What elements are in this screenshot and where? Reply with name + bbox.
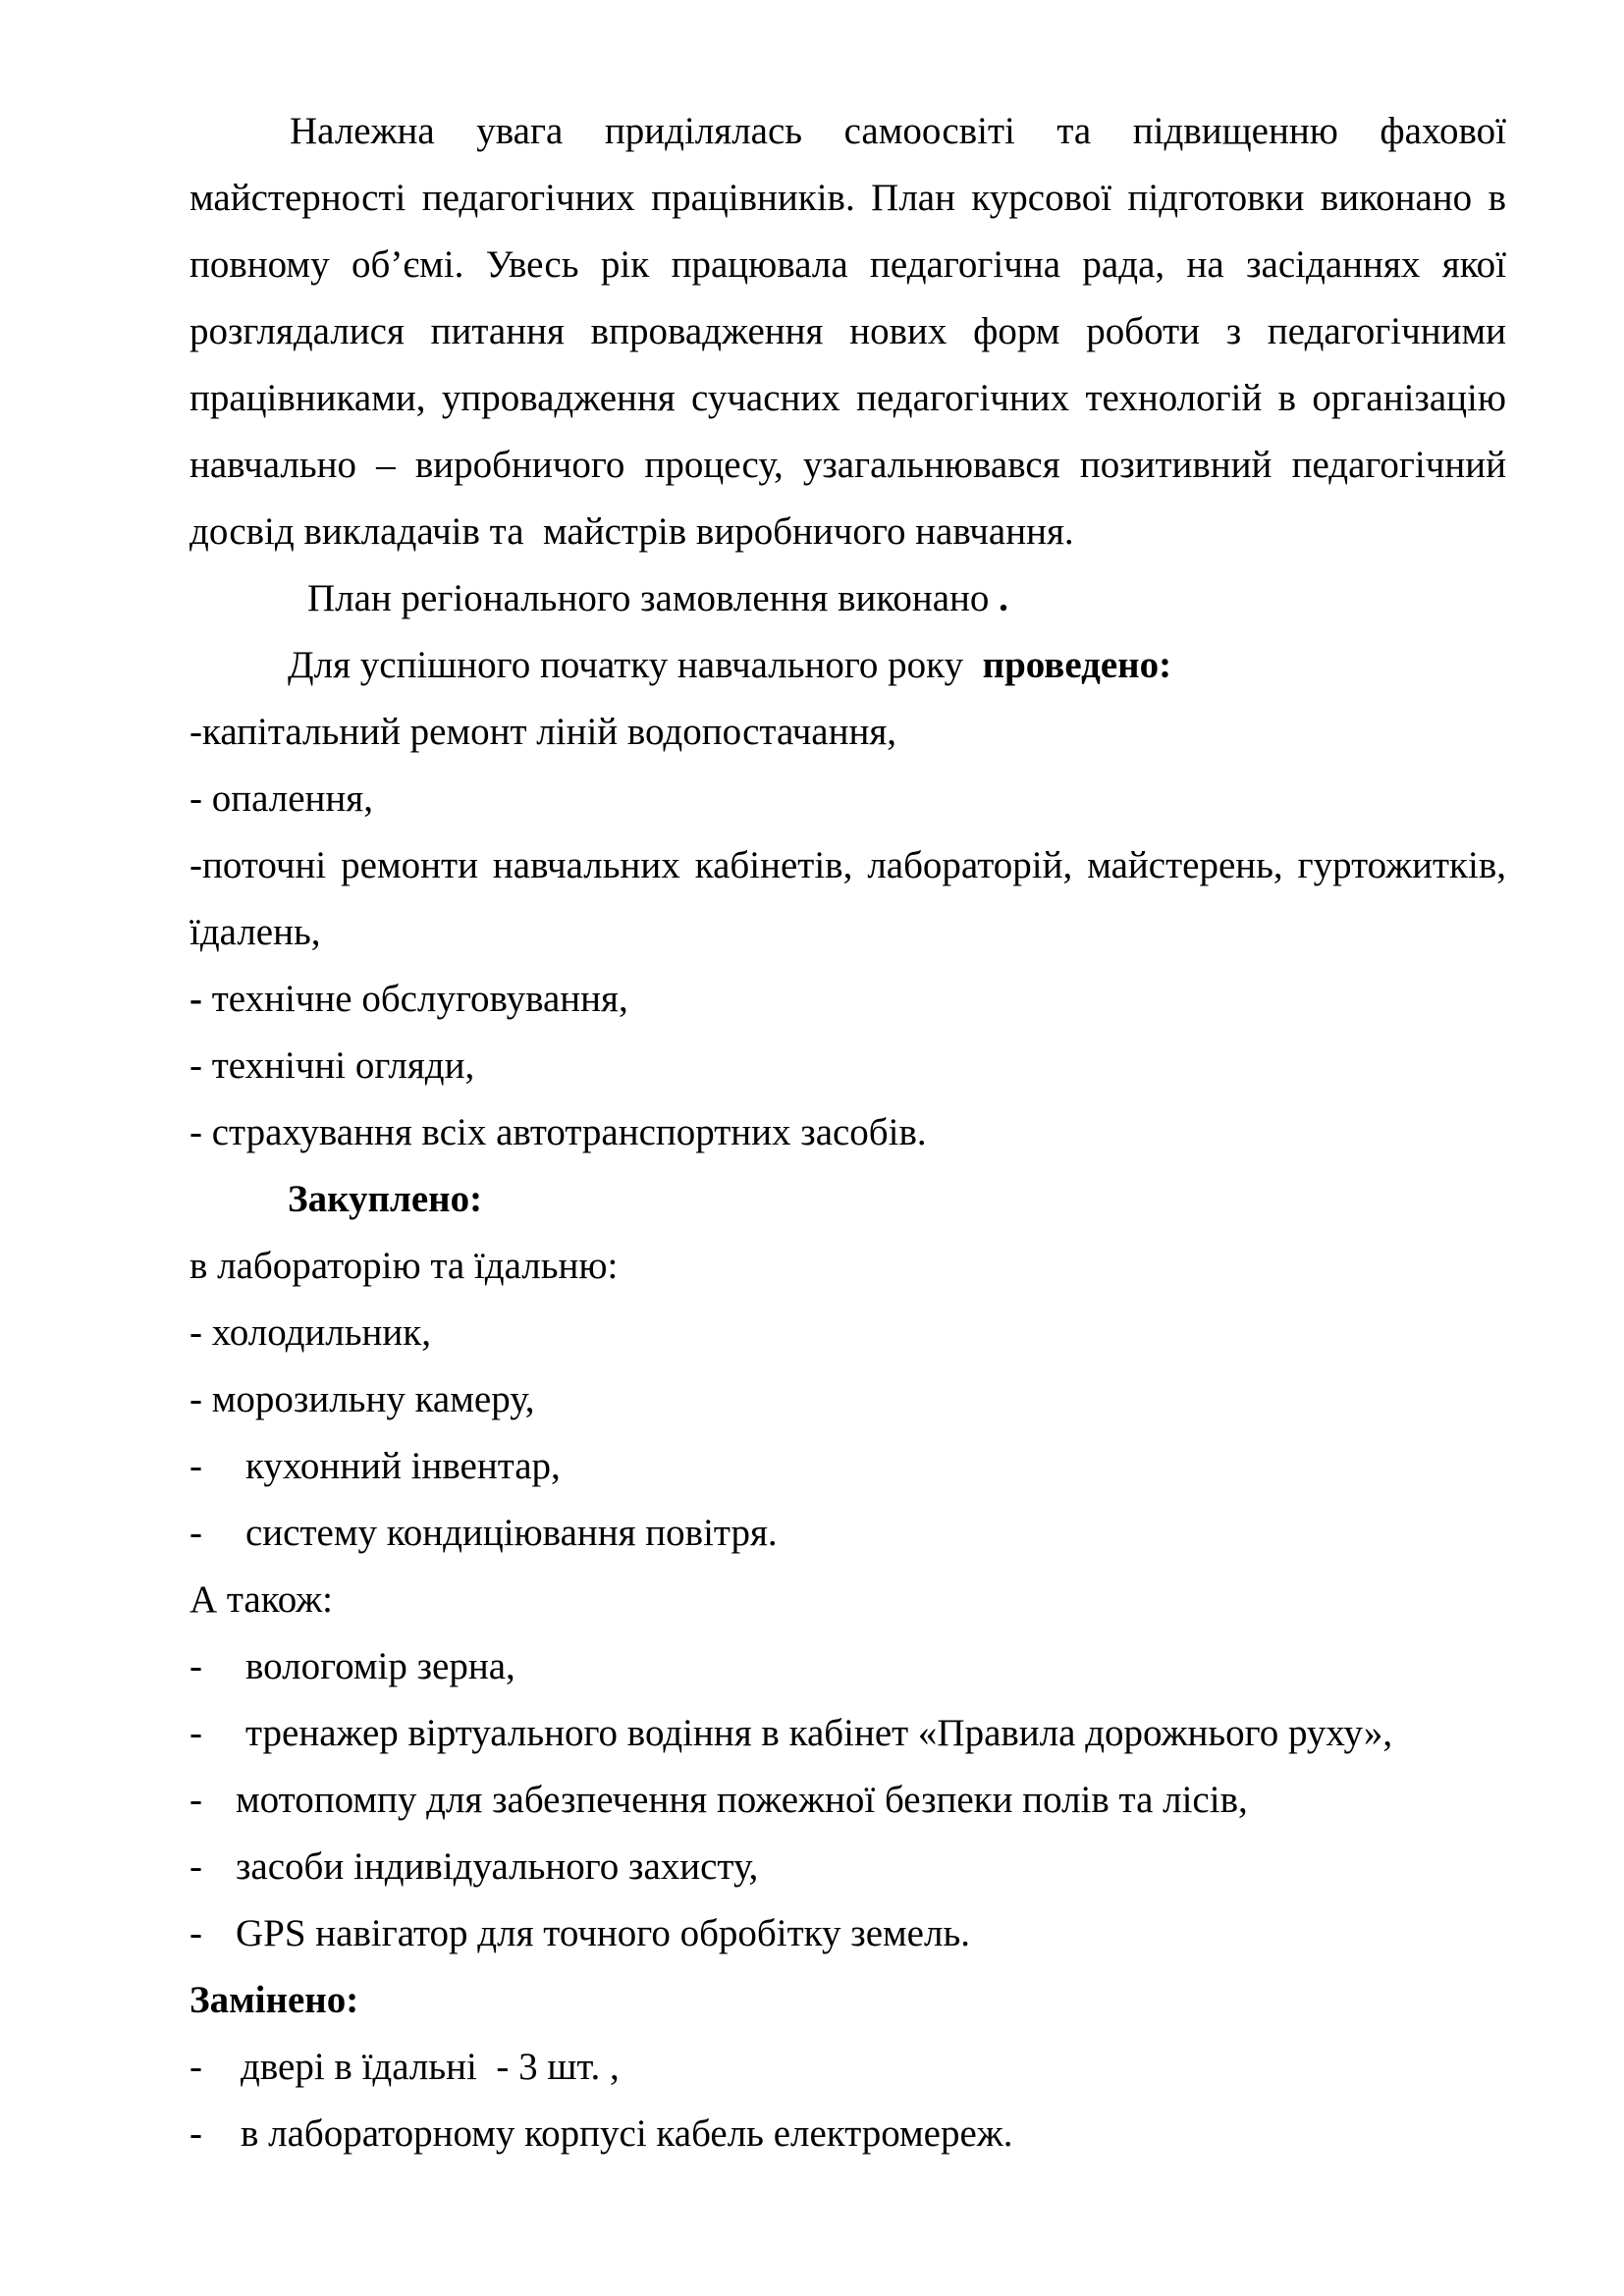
list-item-tekhnichne-obsluhovuvannia xyxy=(189,966,1506,1033)
text-run: План регіонального замовлення виконано xyxy=(307,577,1000,619)
text-run: Для успішного початку навчального року xyxy=(288,644,983,686)
list-item-systema-kondytsiiuvannia xyxy=(189,1500,1506,1567)
text-run: - морозильну камеру, xyxy=(189,1378,535,1420)
list-item-motopompa xyxy=(189,1767,1506,1834)
bold-text-run: Замінено: xyxy=(189,1979,359,2021)
para-plan-rehionalnoho xyxy=(189,565,1506,632)
dash-marker: - xyxy=(189,1512,202,1554)
bold-text-run: - xyxy=(189,978,212,1020)
bold-text-run: Закуплено: xyxy=(288,1178,483,1220)
bold-text-run: . xyxy=(999,577,1008,619)
dash-marker: - xyxy=(189,1845,202,1888)
text-run: в лабораторію та їдальню: xyxy=(189,1245,619,1287)
text-run: систему кондиціювання повітря. xyxy=(245,1512,778,1554)
text-run: кухонний інвентар, xyxy=(245,1445,561,1487)
text-run: вологомір зерна, xyxy=(245,1645,515,1687)
list-item-dveri xyxy=(189,2034,1506,2101)
text-run: мотопомпу для забезпечення пожежної безпеки полів та лісів, xyxy=(236,1779,1248,1821)
text-run: - технічні огляди, xyxy=(189,1044,475,1087)
list-item-trenazher xyxy=(189,1700,1506,1767)
heading-zakupleno xyxy=(189,1166,1506,1233)
document-body xyxy=(189,98,1516,2167)
dash-marker: - xyxy=(189,2046,202,2088)
list-item-kabel xyxy=(189,2101,1506,2167)
para-dlia-uspishnoho xyxy=(189,632,1506,699)
list-item-kukhonnyi-inventar xyxy=(189,1433,1506,1500)
list-item-opalennia xyxy=(189,766,1506,832)
list-item-morozylna-kamera xyxy=(189,1366,1506,1433)
text-run: - опалення, xyxy=(189,777,373,820)
text-run: GPS навігатор для точного обробітку земель. xyxy=(236,1912,970,1954)
dash-marker: - xyxy=(189,1712,202,1754)
text-run: технічне обслуговування, xyxy=(211,978,628,1020)
list-item-tekhnichni-ohliady xyxy=(189,1033,1506,1099)
dash-marker: - xyxy=(189,1779,202,1821)
para-v-laboratoriiu xyxy=(189,1233,1506,1300)
list-item-gps-navihator xyxy=(189,1900,1506,1967)
text-run: в лабораторному корпусі кабель електромереж. xyxy=(241,2112,1013,2155)
para-a-takozh xyxy=(189,1567,1506,1633)
text-run: -поточні ремонти навчальних кабінетів, лабораторій, майстерень, гуртожитків, їдалень, xyxy=(189,844,1516,953)
list-item-kapitalnyi-remont xyxy=(189,699,1506,766)
text-run: двері в їдальні - 3 шт. , xyxy=(241,2046,620,2088)
list-item-volohomir xyxy=(189,1633,1506,1700)
list-item-potochni-remonty xyxy=(189,832,1516,966)
text-run: тренажер віртуального водіння в кабінет «Правила дорожнього руху», xyxy=(245,1712,1393,1754)
dash-marker: - xyxy=(189,1912,202,1954)
heading-zamineno xyxy=(189,1967,1506,2034)
text-run: - холодильник, xyxy=(189,1311,431,1354)
text-run: засоби індивідуального захисту, xyxy=(236,1845,759,1888)
text-run: -капітальний ремонт ліній водопостачання, xyxy=(189,711,897,753)
list-item-kholodylnyk xyxy=(189,1300,1506,1366)
list-item-zasoby-zakhystu xyxy=(189,1834,1506,1900)
dash-marker: - xyxy=(189,1445,202,1487)
text-run: А також: xyxy=(189,1578,334,1621)
list-item-strakhuvannia xyxy=(189,1099,1506,1166)
dash-marker: - xyxy=(189,2112,202,2155)
text-run: - страхування всіх автотранспортних засобів. xyxy=(189,1111,927,1153)
bold-text-run: проведено: xyxy=(982,644,1172,686)
text-run: Належна увага приділялась самоосвіті та підвищенню фахової майстерності педагогічних працівників. План курсової підготовки виконано в повному об’ємі. Увесь рік працювала педагогічна рада, на засіданнях якої розглядалися питання впровадження нових форм роботи з педагогічними працівниками, упровадження сучасних педагогічних технологій в організацію навчально – виробничого процесу, узагальнювався позитивний педагогічний досвід викладачів та майстрів виробничого навчання. xyxy=(189,110,1516,553)
para-nalezhna-uvaha xyxy=(189,98,1516,565)
dash-marker: - xyxy=(189,1645,202,1687)
